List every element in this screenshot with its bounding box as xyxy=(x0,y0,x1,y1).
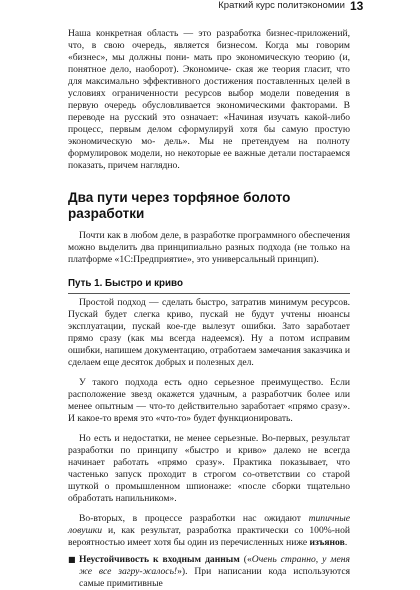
running-header xyxy=(0,0,420,24)
list-item: ■ Неустойчивость к входным данным («Очень странно, у меня же все загру-жалось!»). При написании кода используются самые примитивные xyxy=(68,554,351,589)
intro-paragraph: Наша конкретная область — это разработка бизнес-приложений, что, в свою очередь, является бизнесом. Когда мы говорим «бизнес», мы должны пони- мать про экономическую теорию (и, понятное дело, наоборот). Экономиче- ская же теория гласит, что для максимально эффективного достижения поставленных целей в условиях ограниченности ресурсов выбор модели поведения в первую очередь обусловливается экономическими факторами. В переводе на русский это означает: «Начиная изучать какой-либо процесс, первым делом сформулируй хотя бы самую простую экономическую мо- дель». Мы не претендуем на полноту формулировок модели, но некоторые ее важные детали постараемся показать, причем наглядно. xyxy=(68,28,351,171)
page-body xyxy=(68,28,350,590)
page-number: 13 xyxy=(350,0,364,13)
paragraph-1: Простой подход — сделать быстро, затратив минимум ресурсов. Пускай будет слегка криво, пускай не будут учтены нюансы эксплуатации, пускай кое-где вылезут ошибки. Зато заработает прямо сразу (как мы всегда надеемся). Ну а потом исправим ошибки, напишем документацию, отработаем замечания заказчика и сделаем еще десяток добрых и полезных дел. xyxy=(68,297,350,368)
subsection-heading: Путь 1. Быстро и криво xyxy=(68,278,183,289)
section-heading: Два пути через торфяное болото разработки xyxy=(68,190,291,221)
section-paragraph: Почти как в любом деле, в разработке программного обеспечения можно выделить два принципиально разных подхода (не только на платформе «1С:Предприятие», это универсальный принцип). xyxy=(68,230,350,265)
paragraph-3: Но есть и недостатки, не менее серьезные. Во-первых, результат разработки по принципу «быстро и криво» далеко не всегда начинает работать «прямо сразу». Практика показывает, что частенько запуск проходит в строгом со-ответствии со старой шуткой о промышленном шпионаже: «после сборки тщательно обработать напильником». xyxy=(68,433,350,504)
bullet-square-icon: ■ xyxy=(68,555,76,564)
running-title: Краткий курс политэкономии xyxy=(0,0,349,12)
paragraph-2: У такого подхода есть одно серьезное преимущество. Если расположение звезд окажется удачным, а разработчик более или менее опытным — что-то действительно заработает «прямо сразу». И какое-то время это «что-то» будет функционировать. xyxy=(68,377,350,424)
paragraph-4: Во-вторых, в процессе разработки нас ожидают типичные ловушки и, как результат, разработка практически со 100%-ной вероятностью имеет хотя бы один из перечисленных ниже изъянов. xyxy=(68,513,350,548)
